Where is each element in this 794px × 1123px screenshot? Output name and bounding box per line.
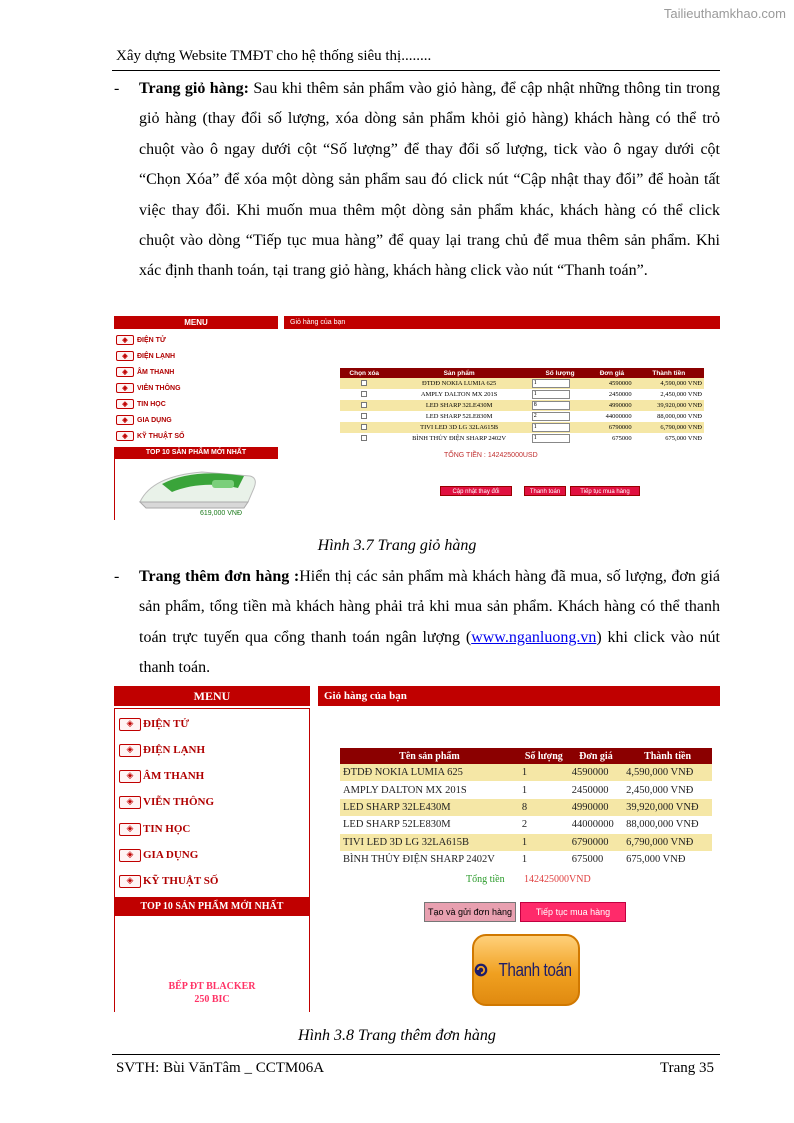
paragraph-lead: Trang giỏ hàng: [139, 80, 249, 97]
menu-item[interactable] [119, 765, 204, 787]
top10-header: TOP 10 SẢN PHẨM MỚI NHẤT [114, 898, 310, 916]
page-number: Trang 35 [659, 1060, 714, 1076]
menu-item-label: ÂM THANH [143, 770, 205, 782]
cart-header: Giỏ hàng của bạn [318, 686, 720, 706]
product-name: ĐTDĐ NOKIA LUMIA 625 [388, 378, 529, 389]
steam-iron-image[interactable] [132, 462, 262, 510]
paragraph-lead: Trang thêm đơn hàng : [139, 568, 300, 585]
product-name: AMPLY DALTON MX 201S [420, 391, 498, 398]
bullet-dash: - [114, 80, 120, 97]
quantity-input[interactable]: 2 [532, 412, 570, 421]
continue-shopping-button[interactable]: Tiếp tục mua hàng [520, 902, 626, 922]
menu-item[interactable] [116, 348, 276, 364]
cart-table [340, 368, 704, 444]
product-name: AMPLY DALTON MX 201S [343, 784, 467, 796]
paragraph-order-page [114, 562, 720, 684]
category-icon: ◈ [119, 718, 141, 731]
menu-item-label: KỸ THUẬT SỐ [137, 432, 185, 440]
table-row [340, 400, 704, 411]
column-header: Đơn giá [569, 748, 623, 764]
menu-item-label: ĐIỆN TỬ [137, 336, 166, 344]
delete-checkbox[interactable] [361, 391, 367, 397]
figure-caption: Hình 3.7 Trang giỏ hàng [317, 537, 477, 554]
line-total: 4,590,000 VNĐ [634, 378, 704, 389]
column-header: Tên sản phẩm [340, 748, 519, 764]
column-header: Thành tiền [634, 368, 704, 378]
table-row [340, 411, 704, 422]
quantity: 1 [519, 764, 569, 781]
unit-price: 2450000 [608, 391, 632, 398]
figure-cart-screenshot [114, 316, 720, 520]
product-name: LED SHARP 32LE430M [388, 400, 529, 411]
cart-total: TỔNG TIỀN : 142425000USD [444, 452, 538, 459]
nganluong-pay-button[interactable] [472, 934, 580, 1006]
product-name: LED SHARP 32LE430M [340, 799, 519, 816]
sidebar-border [114, 459, 115, 520]
menu-item[interactable] [116, 412, 276, 428]
order-table [340, 748, 712, 868]
menu-item-label: ĐIỆN TỬ [143, 718, 190, 730]
quantity-input[interactable]: 1 [532, 390, 570, 399]
create-order-button[interactable]: Tạo và gửi đơn hàng [424, 902, 516, 922]
line-total: 4,590,000 VNĐ [623, 764, 712, 781]
product-name: TIVI LED 3D LG 32LA615B [340, 834, 519, 851]
nganluong-logo-icon [474, 959, 488, 981]
unit-price: 2450000 [571, 784, 609, 796]
delete-checkbox[interactable] [361, 413, 367, 419]
category-icon: ◈ [119, 770, 141, 783]
product-name: LED SHARP 52LE830M [425, 413, 493, 420]
column-header: Sản phẩm [388, 368, 529, 378]
table-row [340, 433, 704, 444]
nganluong-link[interactable]: www.nganluong.vn [471, 628, 597, 646]
bullet-dash: - [114, 568, 120, 585]
line-total: 39,920,000 VNĐ [634, 400, 704, 411]
cart-header: Giỏ hàng của bạn [284, 316, 720, 329]
quantity: 1 [519, 834, 569, 851]
menu-item[interactable] [116, 332, 276, 348]
total-label: Tổng tiền [466, 874, 505, 885]
menu-item-label: GIA DỤNG [137, 416, 172, 424]
quantity: 1 [521, 784, 528, 796]
quantity: 8 [519, 799, 569, 816]
unit-price: 4990000 [590, 400, 633, 411]
update-cart-button[interactable]: Cập nhật thay đổi [440, 486, 512, 496]
menu-item-label: ÂM THANH [137, 368, 175, 376]
promo-product[interactable] [114, 980, 310, 1006]
table-row [340, 851, 712, 868]
footer-author: SVTH: Bùi VănTâm _ CCTM06A [116, 1060, 325, 1076]
quantity: 2 [521, 819, 528, 831]
unit-price: 44000000 [571, 819, 614, 831]
quantity-input[interactable]: 1 [532, 423, 570, 432]
product-name: BÌNH THỦY ĐIỆN SHARP 2402V [343, 854, 495, 866]
menu-item-label: TIN HỌC [137, 400, 166, 408]
line-total: 2,450,000 VNĐ [660, 391, 702, 398]
delete-checkbox[interactable] [361, 380, 367, 386]
unit-price: 4990000 [569, 799, 623, 816]
menu-item[interactable] [119, 818, 190, 840]
unit-price: 675000 [612, 435, 632, 442]
category-icon: ◈ [119, 823, 141, 836]
category-icon: ◈ [119, 875, 141, 888]
category-icon: ◈ [116, 335, 134, 345]
unit-price: 4590000 [590, 378, 633, 389]
promo-product-code: 250 BIC [194, 994, 230, 1005]
product-name: LED SHARP 52LE830M [343, 819, 451, 831]
line-total: 6,790,000 VNĐ [623, 834, 712, 851]
category-icon: ◈ [116, 415, 134, 425]
table-row [340, 389, 704, 400]
menu-item[interactable] [116, 396, 276, 412]
column-header: Số lượng [519, 748, 569, 764]
table-row [340, 422, 704, 433]
delete-checkbox[interactable] [361, 424, 367, 430]
table-row [340, 781, 712, 798]
menu-item-label: TIN HỌC [143, 823, 191, 835]
menu-list [116, 332, 276, 444]
line-total: 2,450,000 VNĐ [626, 784, 694, 796]
menu-item[interactable] [116, 428, 276, 444]
watermark: Tailieuthamkhao.com [663, 6, 786, 21]
menu-item-label: KỸ THUẬT SỐ [143, 875, 219, 887]
menu-item-label: GIA DỤNG [143, 849, 199, 861]
table-row [340, 764, 712, 781]
product-name: ĐTDĐ NOKIA LUMIA 625 [340, 764, 519, 781]
product-name: BÌNH THỦY ĐIỆN SHARP 2402V [412, 435, 507, 442]
header-divider [112, 70, 720, 71]
line-total: 675,000 VNĐ [626, 854, 686, 866]
figure-order-screenshot [114, 686, 720, 1012]
menu-header: MENU [114, 316, 278, 329]
menu-item[interactable] [119, 739, 205, 761]
menu-item[interactable] [119, 844, 198, 866]
category-icon: ◈ [116, 367, 134, 377]
product-price: 619,000 VNĐ [200, 510, 243, 517]
unit-price: 675000 [571, 854, 604, 866]
paragraph-text-end: ) khi click vào nút thanh toán. [139, 628, 720, 677]
figure-caption: Hình 3.8 Trang thêm đơn hàng [298, 1027, 496, 1044]
column-header: Đơn giá [590, 368, 633, 378]
line-total: 88,000,000 VNĐ [626, 819, 699, 831]
menu-item[interactable] [119, 713, 189, 735]
line-total: 6,790,000 VNĐ [634, 422, 704, 433]
category-icon: ◈ [119, 849, 141, 862]
top10-header: TOP 10 SẢN PHẨM MỚI NHẤT [114, 447, 278, 459]
footer-divider [112, 1054, 720, 1055]
delete-checkbox[interactable] [361, 402, 367, 408]
menu-item-label: ĐIỆN LẠNH [143, 744, 206, 756]
unit-price: 6790000 [590, 422, 633, 433]
quantity: 1 [521, 854, 528, 866]
paragraph-text: Hiển thị các sản phẩm mà khách hàng đã mua, số lượng, đơn giá sản phẩm, tổng tiền mà khách hàng phải trả khi mua sản phẩm. Khách hàng có thể thanh toán trực tuyến qua cổng thanh toán ngân lượng ( [139, 568, 721, 646]
menu-item[interactable] [116, 380, 276, 396]
menu-item[interactable] [119, 870, 218, 892]
paragraph-cart-page [114, 74, 720, 287]
continue-shopping-button[interactable]: Tiếp tục mua hàng [570, 486, 640, 496]
menu-item[interactable] [119, 791, 214, 813]
page-header-title: Xây dựng Website TMĐT cho hệ thống siêu thị........ [116, 48, 432, 64]
line-total: 675,000 VNĐ [665, 435, 702, 442]
line-total: 39,920,000 VNĐ [623, 799, 712, 816]
menu-item-label: VIỄN THÔNG [137, 384, 181, 392]
paragraph-text: Sau khi thêm sản phẩm vào giỏ hàng, để cập nhật những thông tin trong giỏ hàng (thay đổi số lượng, xóa dòng sản phẩm khỏi giỏ hàng) khách hàng có thể trỏ chuột vào ô ngay dưới cột “Số lượng” để thay đổi số lượng, tick vào ô ngay dưới cột “Chọn Xóa” để xóa một dòng sản phẩm sau đó click nút “Cập nhật thay đổi” để hoàn tất việc thay đổi. Khi muốn mua thêm một dòng sản phẩm khác, khách hàng có thể click chuột vào dòng “Tiếp tục mua hàng” để quay lại trang chủ để mua thêm sản phẩm. Khi xác định thanh toán, tại trang giỏ hàng, khách hàng click vào nút “Thanh toán”. [139, 80, 720, 280]
total-value: 142425000VND [524, 874, 591, 885]
category-icon: ◈ [116, 399, 134, 409]
unit-price: 6790000 [569, 834, 623, 851]
table-row [340, 378, 704, 389]
category-icon: ◈ [119, 796, 141, 809]
pay-button-label: Thanh toán [498, 959, 572, 980]
category-icon: ◈ [116, 383, 134, 393]
category-icon: ◈ [119, 744, 141, 757]
quantity-input[interactable]: 8 [532, 401, 570, 410]
line-total: 88,000,000 VNĐ [657, 413, 702, 420]
quantity-input[interactable]: 1 [532, 434, 570, 443]
unit-price: 44000000 [605, 413, 632, 420]
table-row [340, 799, 712, 816]
delete-checkbox[interactable] [361, 435, 367, 441]
menu-header: MENU [114, 686, 310, 706]
menu-item[interactable] [116, 364, 276, 380]
column-header: Số lượng [530, 368, 591, 378]
menu-list [114, 708, 310, 898]
promo-product-name: BẾP ĐT BLACKER [168, 981, 256, 992]
checkout-button[interactable]: Thanh toán [524, 486, 566, 496]
category-icon: ◈ [116, 431, 134, 441]
unit-price: 4590000 [569, 764, 623, 781]
menu-item-label: ĐIỆN LẠNH [137, 352, 176, 360]
menu-item-label: VIỄN THÔNG [143, 796, 215, 808]
product-name: TIVI LED 3D LG 32LA615B [388, 422, 529, 433]
category-icon: ◈ [116, 351, 134, 361]
column-header: Thành tiền [623, 748, 712, 764]
column-header: Chọn xóa [340, 368, 388, 378]
table-row [340, 834, 712, 851]
table-row [340, 816, 712, 833]
quantity-input[interactable]: 1 [532, 379, 570, 388]
